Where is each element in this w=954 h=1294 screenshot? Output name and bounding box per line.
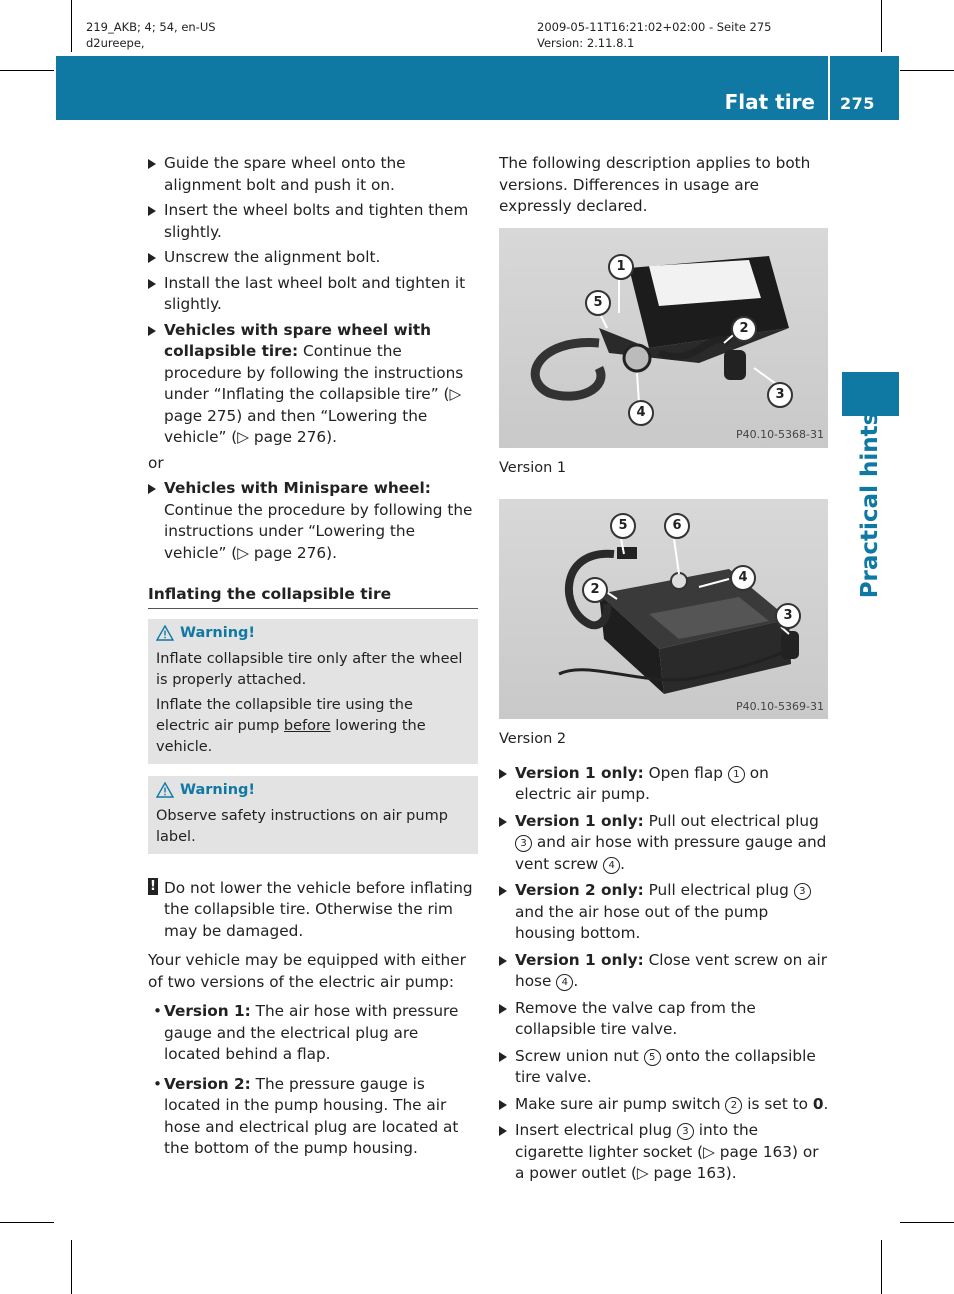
bullet-item: • Version 1: The air hose with pressure gauge and the electrical plug are located behind a flap.	[148, 1001, 478, 1066]
warning-box	[148, 619, 478, 764]
callout-2: 2	[582, 577, 608, 603]
print-meta-left: 219_AKB; 4; 54, en-US d2ureepe,	[86, 20, 216, 50]
print-meta-right: 2009-05-11T16:21:02+02:00 - Seite 275 Version: 2.11.8.1	[537, 20, 772, 50]
instruction-step: Vehicles with Minispare wheel: Continue the procedure by following the instructions under “Lowering the vehicle” (▷ page 276).	[148, 478, 478, 564]
air-pump-photo-version-2	[499, 499, 828, 719]
instruction-step: Insert the wheel bolts and tighten them slightly.	[148, 200, 478, 243]
warning-triangle-icon	[156, 782, 174, 798]
image-caption: Version 2	[499, 731, 567, 747]
callout-5: 5	[610, 513, 636, 539]
callout-4: 4	[730, 565, 756, 591]
instruction-step: Version 1 only: Open flap 1 on electric air pump.	[499, 763, 829, 806]
instruction-step: Remove the valve cap from the collapsible tire valve.	[499, 998, 829, 1041]
warning-text: Inflate collapsible tire only after the wheel is properly attached.	[156, 650, 463, 688]
page-header	[56, 56, 899, 120]
instruction-step: Vehicles with spare wheel with collapsible tire: Continue the procedure by following the instructions under “Inflating the collapsible tire” (▷ page 275) and then “Lowering the vehicle” (▷ page 276).	[148, 320, 478, 449]
warning-box	[148, 776, 478, 854]
instruction-step: Make sure air pump switch 2 is set to 0.	[499, 1094, 829, 1116]
header-divider	[828, 56, 830, 120]
page-title: Flat tire	[724, 90, 815, 114]
callout-2: 2	[731, 316, 757, 342]
callout-3: 3	[775, 603, 801, 629]
instruction-step: Guide the spare wheel onto the alignment bolt and push it on.	[148, 153, 478, 196]
bullet-item: • Version 2: The pressure gauge is located in the pump housing. The air hose and electrical plug are located at the bottom of the pump housing.	[148, 1074, 478, 1160]
air-pump-photo-version-1	[499, 228, 828, 448]
crop-mark	[0, 70, 54, 71]
warning-triangle-icon	[156, 625, 174, 641]
section-heading: Inflating the collapsible tire	[148, 584, 478, 609]
left-column	[148, 153, 478, 1168]
callout-1: 1	[608, 254, 634, 280]
page-number: 275	[840, 94, 875, 113]
instruction-step: Install the last wheel bolt and tighten it slightly.	[148, 273, 478, 316]
body-paragraph: The following description applies to both versions. Differences in usage are expressly declared.	[499, 154, 811, 215]
air-pump-illustration	[499, 228, 828, 448]
warning-text: Inflate the collapsible tire using the electric air pump before lowering the vehicle.	[156, 696, 426, 755]
warning-title: Warning!	[180, 781, 256, 798]
chapter-label: Practical hints	[857, 411, 883, 599]
image-caption: Version 1	[499, 459, 567, 476]
instruction-step: Version 1 only: Close vent screw on air hose 4 .	[499, 950, 829, 993]
instruction-step: Version 2 only: Pull electrical plug 3 and the air hose out of the pump housing bottom.	[499, 880, 829, 945]
or-text: or	[148, 453, 164, 472]
callout-3: 3	[767, 382, 793, 408]
warning-text: Observe safety instructions on air pump label.	[156, 807, 448, 845]
crop-mark	[881, 0, 882, 52]
instruction-step: Screw union nut 5 onto the collapsible tire valve.	[499, 1046, 829, 1089]
instruction-step: Version 1 only: Pull out electrical plug 3 and air hose with pressure gauge and vent screw 4 .	[499, 811, 829, 876]
instruction-step: Unscrew the alignment bolt.	[148, 247, 478, 269]
image-code: P40.10-5369-31	[735, 699, 824, 713]
crop-mark	[71, 0, 72, 52]
crop-mark	[900, 70, 954, 71]
crop-mark	[0, 1222, 54, 1223]
image-code: P40.10-5368-31	[735, 428, 824, 441]
chapter-tab	[842, 372, 899, 416]
warning-title: Warning!	[180, 624, 256, 641]
callout-5: 5	[585, 290, 611, 316]
right-column	[499, 153, 829, 1190]
instruction-step: Insert electrical plug 3 into the cigarette lighter socket (▷ page 163) or a power outlet (▷ page 163).	[499, 1120, 829, 1185]
callout-4: 4	[628, 400, 654, 426]
body-paragraph: Your vehicle may be equipped with either of two versions of the electric air pump:	[148, 951, 466, 991]
crop-mark	[71, 1240, 72, 1294]
crop-mark	[881, 1240, 882, 1294]
notice-paragraph: ! Do not lower the vehicle before inflating the collapsible tire. Otherwise the rim may be damaged.	[148, 878, 478, 943]
crop-mark	[900, 1222, 954, 1223]
callout-6: 6	[664, 513, 690, 539]
